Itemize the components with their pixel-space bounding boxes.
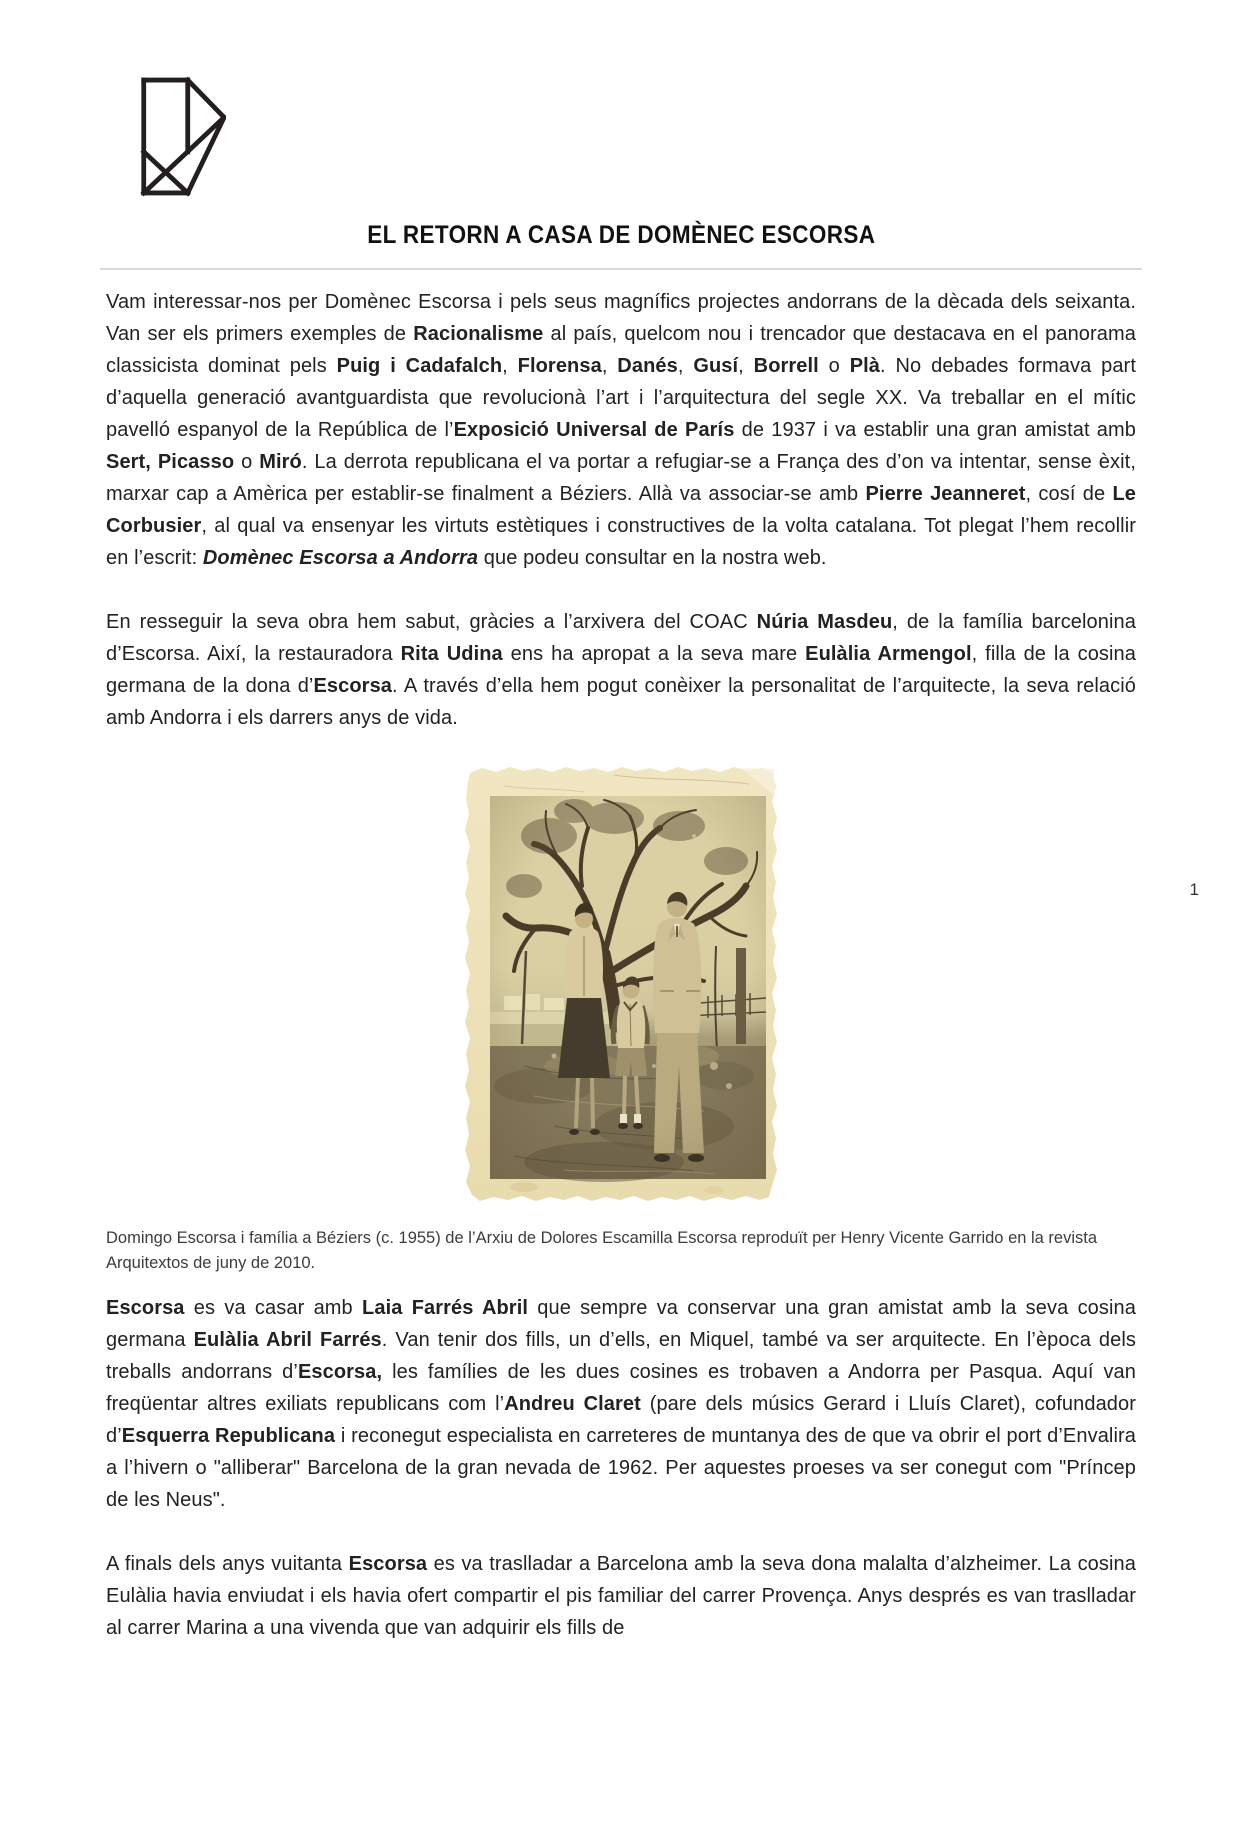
old-photo-illustration (464, 766, 778, 1202)
paragraph-research: En resseguir la seva obra hem sabut, gràcies a l’arxivera del COAC Núria Masdeu, de la família barcelonina d’Escorsa. Així, la restauradora Rita Udina ens ha apropat a la seva mare Eulàlia Armengol, filla de la cosina germana de la dona d’Escorsa. A través d’ella hem pogut conèixer la personalitat de l’arquitecte, la seva relació amb Andorra i els darrers anys de vida. (106, 611, 1137, 729)
publisher-logo (138, 74, 226, 199)
document-page (0, 74, 1241, 1829)
title-divider (100, 268, 1142, 270)
paragraph-barcelona: A finals dels anys vuitanta Escorsa es va traslladar a Barcelona amb la seva dona malalta d’alzheimer. La cosina Eulàlia havia enviudat i els havia ofert compartir el pis familiar del carrer Provença. Anys després es van traslladar al carrer Marina a una vivenda que van adquirir els fills de (106, 1553, 1136, 1639)
geometric-d-logo-icon (138, 74, 226, 199)
paragraph-intro: Vam interessar-nos per Domènec Escorsa i pels seus magnífics projectes andorrans de la dècada dels seixanta. Van ser els primers exemples de Racionalisme al país, quelcom nou i trencador que destacava en el panorama classicista dominat pels Puig i Cadafalch, Florensa, Danés, Gusí, Borrell o Plà. No debades formava part d’aquella generació avantguardista que revolucionà l’art i l’arquitectura del segle XX. Va treballar en el mític pavelló espanyol de la República de l’Exposició Universal de París de 1937 i va establir una gran amistat amb Sert, Picasso o Miró. La derrota republicana el va portar a refugiar-se a França des d’on va intentar, sense èxit, marxar cap a Amèrica per establir-se finalment a Béziers. Allà va associar-se amb Pierre Jeanneret, cosí de Le Corbusier, al qual va ensenyar les virtuts estètiques i constructives de la volta catalana. Tot plegat l’hem recollir en l’escrit: Domènec Escorsa a Andorra que podeu consultar en la nostra web. (106, 291, 1137, 569)
photo-caption: Domingo Escorsa i família a Béziers (c. 1955) de l’Arxiu de Dolores Escamilla Escorsa reproduït per Henry Vicente Garrido en la revista Arquitextos de juny de 2010. (106, 1229, 1098, 1272)
title-block (106, 221, 1136, 250)
page-title: EL RETORN A CASA DE DOMÈNEC ESCORSA (366, 221, 876, 249)
paragraph-family: Escorsa es va casar amb Laia Farrés Abril que sempre va conservar una gran amistat amb la seva cosina germana Eulàlia Abril Farrés. Van tenir dos fills, un d’ells, en Miquel, també va ser arquitecte. En l’època dels treballs andorrans d’Escorsa, les famílies de les dues cosines es trobaven a Andorra per Pasqua. Aquí van freqüentar altres exiliats republicans com l’Andreu Claret (pare dels músics Gerard i Lluís Claret), cofundador d’Esquerra Republicana i reconegut especialista en carreteres de muntanya des de que va obrir el port d’Envalira a l’hivern o "alliberar" Barcelona de la gran nevada de 1962. Per aquestes proeses va ser conegut com "Príncep de les Neus". (106, 1297, 1136, 1511)
family-photo (464, 766, 778, 1202)
page-number: 1 (1189, 880, 1199, 899)
